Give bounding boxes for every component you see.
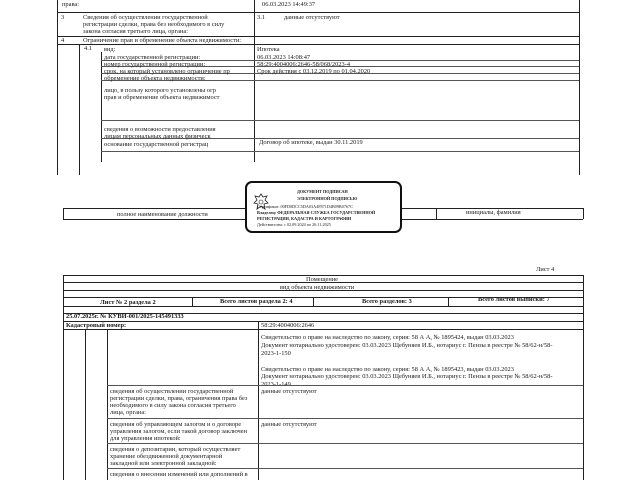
field-value: Ипотека xyxy=(257,46,280,53)
stamp-title: ДОКУМЕНТ ПОДПИСАН xyxy=(297,189,348,194)
sheet-info: Лист № 2 раздела 2 xyxy=(100,299,156,306)
row-text-line: регистрации сделки, права без необходимого в силу xyxy=(83,21,225,28)
certificate-line: 2023-1-150 xyxy=(261,350,291,357)
field-label: обременение объекта недвижимости: xyxy=(104,75,206,82)
field-label: для управления ипотекой: xyxy=(110,435,181,442)
field-label: вид: xyxy=(104,46,116,53)
stamp-cert: Сертификат: 00FD0DCC5DA03A4F871D4B09B0767C xyxy=(257,204,353,209)
row-label-rights: права: xyxy=(62,1,79,8)
field-value: данные отсутствуют xyxy=(261,421,317,428)
name-caption: инициалы, фамилия xyxy=(466,209,521,216)
field-label: сведения об управляющем залогом и о договоре xyxy=(110,421,242,428)
stamp-validity: Действителен: с 02.09.2024 по 26.11.2025 xyxy=(257,222,331,227)
sheet-number: Лист 4 xyxy=(536,266,555,273)
section-title: Ограничение прав и обременение объекта недвижимости: xyxy=(83,37,242,44)
row-number: 4 xyxy=(61,37,65,44)
section-count: Всего разделов: 3 xyxy=(362,298,412,305)
field-label: дата государственной регистрации: xyxy=(104,54,201,61)
cadastral-label: Кадастровый номер: xyxy=(66,322,127,329)
stamp-owner: Владелец: ФЕДЕРАЛЬНАЯ СЛУЖБА ГОСУДАРСТВЕННОЙ xyxy=(257,210,376,215)
field-value: 58:29:4004006:2646-58/068/2023-4 xyxy=(257,61,351,68)
field-value: Договор об ипотеке, выдан 30.11.2019 xyxy=(259,139,363,146)
section-sheet-count: Всего листов раздела 2: 4 xyxy=(220,298,293,305)
field-label: сведения о внесении изменений или дополнений в xyxy=(110,471,248,478)
field-label: необходимого в силу закона согласия третьего xyxy=(110,402,236,409)
row-sub-number: 3.1 xyxy=(257,14,265,21)
field-label: прав и обременение объекта недвижимост xyxy=(104,94,220,101)
certificate-line: 2023-1-149 xyxy=(261,381,291,388)
certificate-line: Свидетельство о праве на наследство по закону, серия: 58 А А, № 1895424, выдан 03.03.2023 xyxy=(261,334,514,341)
stamp-title: ЭЛЕКТРОННОЙ ПОДПИСЬЮ xyxy=(297,196,358,201)
stamp-owner: РЕГИСТРАЦИИ, КАДАСТРА И КАРТОГРАФИИ xyxy=(257,216,352,221)
field-label: лицо, в пользу которого установлены огр xyxy=(104,87,216,94)
object-kind-caption: вид объекта недвижимости xyxy=(280,284,355,291)
field-label: срок, на который установлено ограничение пр xyxy=(104,68,230,75)
row-value: данные отсутствуют xyxy=(284,14,340,21)
field-label: регистрации сделки, права, ограничения права без xyxy=(110,395,248,402)
field-value: Срок действия с 03.12.2019 по 01.04.2020 xyxy=(257,68,371,75)
object-type: Помещение xyxy=(306,276,339,283)
field-label: управления залогом, если такой договор заключен xyxy=(110,428,248,435)
field-label: сведения о депозитарии, который осуществляет xyxy=(110,446,241,453)
total-sheet-count: Всего листов выписки: 7 xyxy=(478,296,550,303)
field-label: основание государственной регистрац xyxy=(104,141,209,148)
registration-datetime: 06.03.2023 14:49:37 xyxy=(262,1,316,8)
field-label: сведения об осуществлении государственной xyxy=(110,388,234,395)
certificate-line: Свидетельство о праве на наследство по закону, серия: 58 А А, № 1895423, выдан 03.03.2023 xyxy=(261,366,514,373)
certificate-line: Документ нотариально удостоверен: 03.03.2023 Щебуняев И.Б., нотариус г. Пензы в реестре № 58/62-н/58- xyxy=(261,373,553,380)
certificate-line: Документ нотариально удостоверен: 03.03.2023 Щебуняев И.Б., нотариус г. Пензы в реестре № 58/62-н/58- xyxy=(261,342,553,349)
cadastral-number: 58:29:4004006:2646 xyxy=(261,322,315,329)
field-label: хранение обездвиженной документарной xyxy=(110,453,223,460)
row-text-line: Сведения об осуществлении государственной xyxy=(83,14,208,21)
field-value: 06.03.2023 14:08:47 xyxy=(257,54,311,61)
position-caption: полное наименование должности xyxy=(117,211,208,218)
field-label: лица, органа: xyxy=(110,409,146,416)
extract-date-number: 25.07.2025г. № КУВИ-001/2025-145491333 xyxy=(66,313,184,320)
field-value: данные отсутствуют xyxy=(261,388,317,395)
row-sub-number: 4.1 xyxy=(84,45,92,52)
field-label: закладной или электронной закладной: xyxy=(110,460,217,467)
field-label: сведения о возможности предоставления xyxy=(104,126,216,133)
field-label: лицам персональных данных физическ xyxy=(104,133,211,140)
field-label: номер государственной регистрации: xyxy=(104,61,206,68)
row-text-line: закона согласия третьего лица, органа: xyxy=(83,28,188,35)
row-number: 3 xyxy=(61,14,65,21)
electronic-signature-stamp xyxy=(245,181,402,233)
